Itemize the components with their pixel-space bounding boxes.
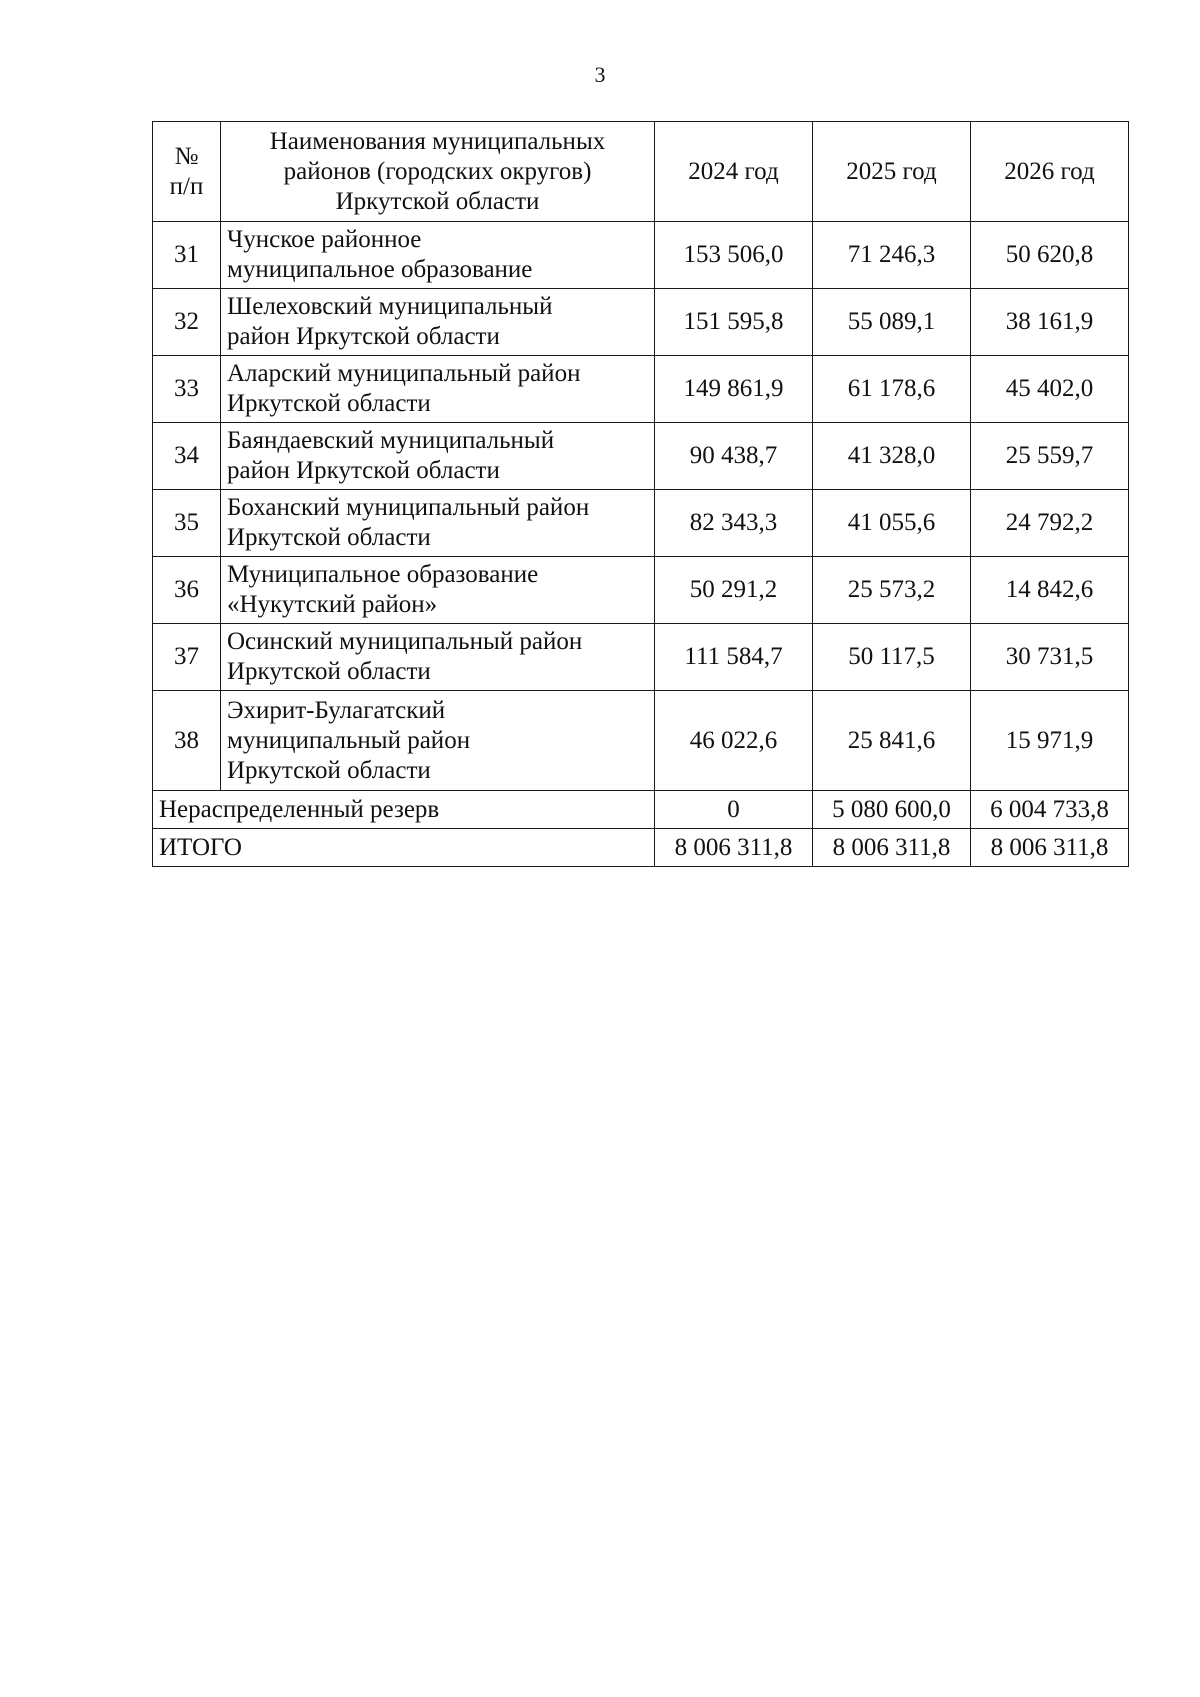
value-2026: 30 731,5 [971, 624, 1129, 691]
district-name-line: «Нукутский район» [227, 591, 438, 618]
header-number [153, 122, 221, 222]
district-name-line: Иркутской области [227, 658, 431, 685]
district-name [221, 557, 655, 624]
header-name-line: районов (городских округов) [283, 157, 592, 185]
district-name [221, 356, 655, 423]
table-row [153, 691, 1129, 791]
district-name-line: Осинский муниципальный район [227, 628, 583, 655]
table-row [153, 289, 1129, 356]
row-number: 31 [153, 222, 221, 289]
district-name-line: Шелеховский муниципальный [227, 293, 553, 320]
header-name-line: Наименования муниципальных [269, 127, 606, 155]
table-row [153, 490, 1129, 557]
district-name-line: Иркутской области [227, 524, 431, 551]
value-2025: 25 573,2 [813, 557, 971, 624]
header-number-line: п/п [169, 172, 204, 200]
reserve-value-2024: 0 [655, 791, 813, 829]
reserve-value-2025: 5 080 600,0 [813, 791, 971, 829]
district-name-line: район Иркутской области [227, 457, 500, 484]
district-name-line: муниципальное образование [227, 256, 533, 283]
district-name [221, 423, 655, 490]
value-2024: 149 861,9 [655, 356, 813, 423]
district-name-line: Баяндаевский муниципальный [227, 427, 555, 454]
value-2024: 82 343,3 [655, 490, 813, 557]
district-name-line: Иркутской области [227, 756, 431, 784]
row-number: 32 [153, 289, 221, 356]
value-2026: 45 402,0 [971, 356, 1129, 423]
value-2026: 38 161,9 [971, 289, 1129, 356]
header-year-2024: 2024 год [655, 122, 813, 222]
table-row [153, 624, 1129, 691]
page-number: 3 [594, 62, 606, 87]
district-name [221, 490, 655, 557]
header-number-line: № [174, 142, 199, 170]
budget-allocation-table [152, 121, 1129, 867]
district-name [221, 691, 655, 791]
value-2024: 90 438,7 [655, 423, 813, 490]
value-2025: 61 178,6 [813, 356, 971, 423]
district-name-line: муниципальный район [227, 726, 471, 754]
value-2025: 71 246,3 [813, 222, 971, 289]
total-row [153, 829, 1129, 867]
value-2026: 50 620,8 [971, 222, 1129, 289]
value-2025: 50 117,5 [813, 624, 971, 691]
header-name-line: Иркутской области [335, 187, 540, 215]
value-2024: 46 022,6 [655, 691, 813, 791]
district-name-line: Аларский муниципальный район [227, 360, 581, 387]
value-2025: 41 328,0 [813, 423, 971, 490]
total-label: ИТОГО [153, 829, 655, 867]
value-2025: 25 841,6 [813, 691, 971, 791]
value-2026: 14 842,6 [971, 557, 1129, 624]
district-name [221, 289, 655, 356]
district-name-line: Боханский муниципальный район [227, 494, 590, 521]
district-name-line: Иркутской области [227, 390, 431, 417]
value-2026: 15 971,9 [971, 691, 1129, 791]
district-name-line: Эхирит-Булагатский [227, 696, 446, 724]
value-2026: 24 792,2 [971, 490, 1129, 557]
row-number: 35 [153, 490, 221, 557]
row-number: 36 [153, 557, 221, 624]
total-value-2026: 8 006 311,8 [971, 829, 1129, 867]
value-2026: 25 559,7 [971, 423, 1129, 490]
row-number: 33 [153, 356, 221, 423]
table-header-row [153, 122, 1129, 222]
total-value-2025: 8 006 311,8 [813, 829, 971, 867]
district-name-line: Чунское районное [227, 226, 422, 253]
value-2024: 153 506,0 [655, 222, 813, 289]
value-2024: 50 291,2 [655, 557, 813, 624]
total-value-2024: 8 006 311,8 [655, 829, 813, 867]
value-2025: 41 055,6 [813, 490, 971, 557]
header-year-2026: 2026 год [971, 122, 1129, 222]
table-row [153, 356, 1129, 423]
reserve-value-2026: 6 004 733,8 [971, 791, 1129, 829]
row-number: 38 [153, 691, 221, 791]
value-2025: 55 089,1 [813, 289, 971, 356]
reserve-row [153, 791, 1129, 829]
value-2024: 111 584,7 [655, 624, 813, 691]
district-name [221, 624, 655, 691]
table-row [153, 222, 1129, 289]
district-name-line: Муниципальное образование [227, 561, 539, 588]
table-row [153, 557, 1129, 624]
district-name-line: район Иркутской области [227, 323, 500, 350]
district-name [221, 222, 655, 289]
row-number: 37 [153, 624, 221, 691]
header-district-name [221, 122, 655, 222]
reserve-label: Нераспределенный резерв [153, 791, 655, 829]
value-2024: 151 595,8 [655, 289, 813, 356]
table-row [153, 423, 1129, 490]
row-number: 34 [153, 423, 221, 490]
header-year-2025: 2025 год [813, 122, 971, 222]
